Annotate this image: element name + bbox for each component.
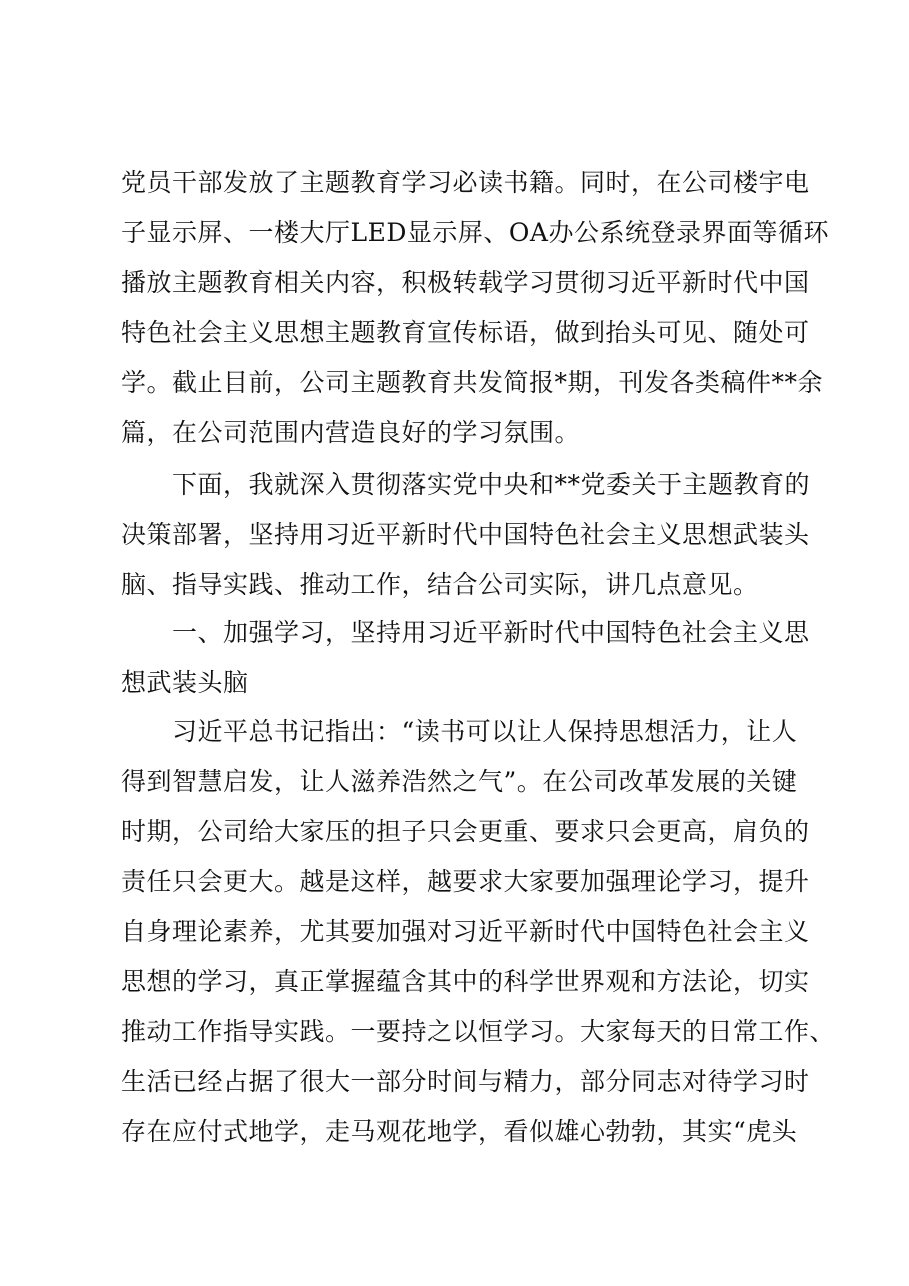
text-line: 存在应付式地学，走马观花地学，看似雄心勃勃，其实“虎头 [121,1117,798,1146]
text-line: 习近平总书记指出：“读书可以让人保持思想活力，让人 [172,717,798,746]
section-heading-line: 想武装头脑 [121,668,249,697]
text-line: 党员干部发放了主题教育学习必读书籍。同时，在公司楼宇电 [121,168,810,197]
text-line: 生活已经占据了很大一部分时间与精力，部分同志对待学习时 [121,1067,810,1096]
text-line: 下面，我就深入贯彻落实党中央和**党委关于主题教育的 [172,470,811,499]
text-line: 自身理论素养，尤其要加强对习近平新时代中国特色社会主义 [121,917,810,946]
text-line: 决策部署，坚持用习近平新时代中国特色社会主义思想武装头 [121,520,810,549]
text-line: 推动工作指导实践。一要持之以恒学习。大家每天的日常工作、 [121,1017,836,1046]
text-line: 篇，在公司范围内营造良好的学习氛围。 [121,418,581,447]
text-line: 脑、指导实践、推动工作，结合公司实际，讲几点意见。 [121,570,759,599]
text-line: 思想的学习，真正掌握蕴含其中的科学世界观和方法论，切实 [121,967,810,996]
text-line: 播放主题教育相关内容，积极转载学习贯彻习近平新时代中国 [121,268,810,297]
text-line: 特色社会主义思想主题教育宣传标语，做到抬头可见、随处可 [121,318,810,347]
section-heading-line: 一、加强学习，坚持用习近平新时代中国特色社会主义思 [172,618,810,647]
text-line: 得到智慧启发，让人滋养浩然之气”。在公司改革发展的关键 [121,767,798,796]
text-line: 子显示屏、一楼大厅LED显示屏、OA办公系统登录界面等循环 [121,218,829,247]
text-line: 责任只会更大。越是这样，越要求大家要加强理论学习，提升 [121,867,810,896]
text-line: 时期，公司给大家压的担子只会更重、要求只会更高，肩负的 [121,817,810,846]
text-line: 学。截止目前，公司主题教育共发简报*期，刊发各类稿件**余 [121,368,824,397]
